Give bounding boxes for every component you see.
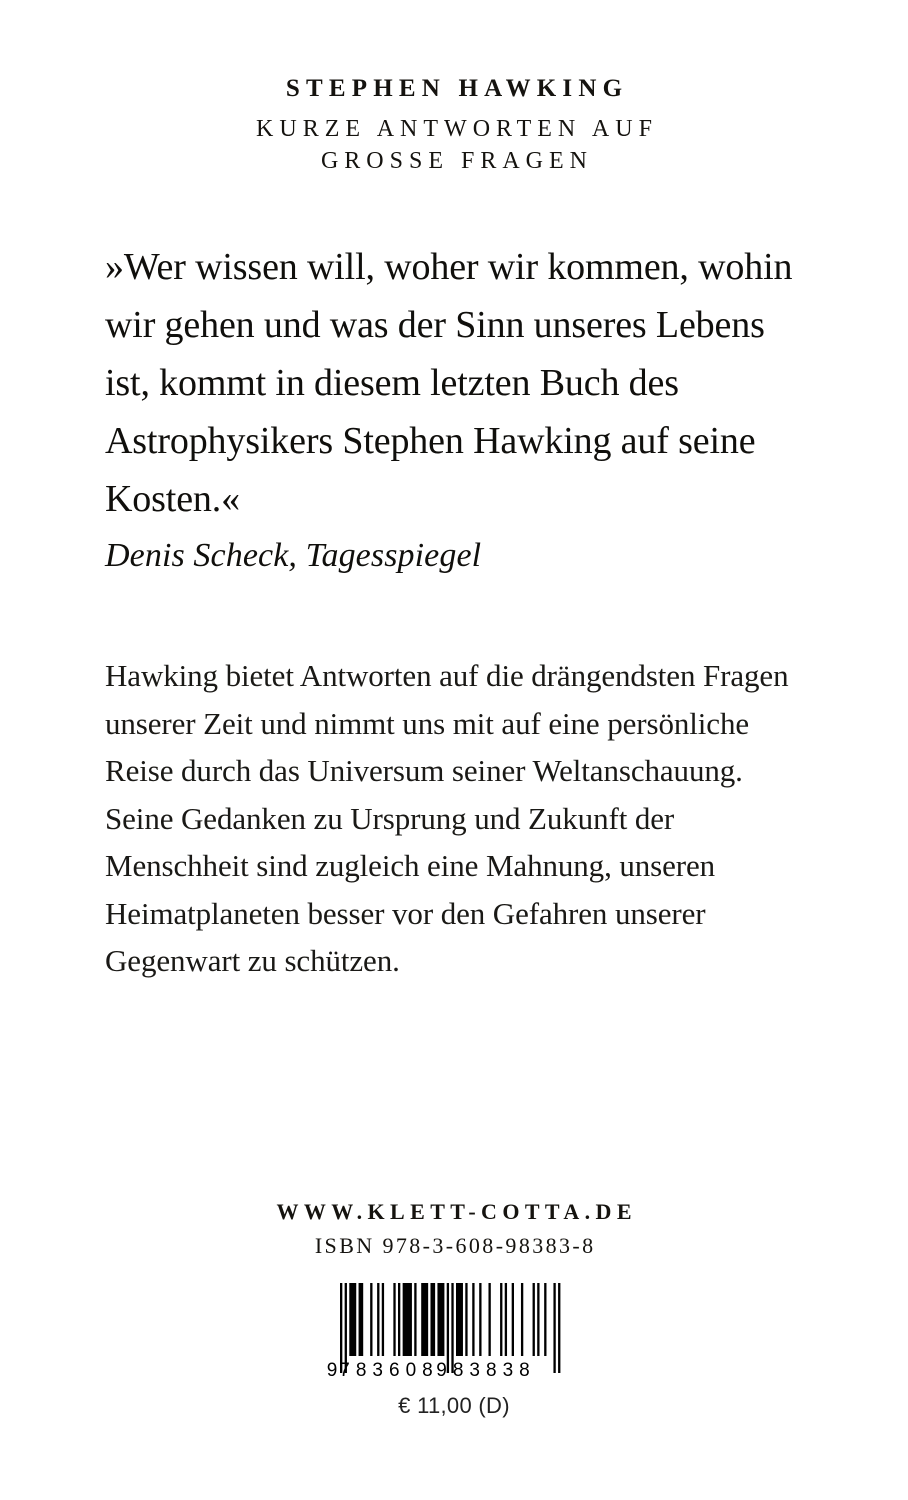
- publisher-url[interactable]: WWW.KLETT-COTTA.DE: [276, 1199, 637, 1224]
- book-title-line-1: KURZE ANTWORTEN AUF: [256, 115, 658, 142]
- barcode-digits-right: 983838: [436, 1360, 536, 1381]
- barcode-digits-left: 783608: [339, 1360, 439, 1381]
- footer: [0, 1198, 908, 1260]
- barcode-area: [0, 1283, 908, 1381]
- review-attribution: Denis Scheck, Tagesspiegel: [105, 537, 482, 574]
- price-label: € 11,00 (D): [398, 1393, 510, 1418]
- book-title-line-2: GROSSE FRAGEN: [320, 147, 594, 174]
- blurb-text: Hawking bietet Antworten auf die drängendsten Fragen unserer Zeit und nimmt uns mit auf eine persönliche Reise durch das Universum seiner Weltanschauung. Seine Gedanken zu Ursprung und Zukunft der Menschheit sind zugleich eine Mahnung, unseren Heimatplaneten besser vor den Gefahren unserer Gegenwart zu schützen.: [105, 658, 789, 978]
- review-quote: »Wer wissen will, woher wir kommen, wohin wir gehen und was der Sinn unseres Lebens ist, kommt in diesem letzten Buch des Astrophysikers Stephen Hawking auf seine Kosten.«: [105, 246, 793, 520]
- text-column: [105, 238, 805, 985]
- barcode-bars-icon: [326, 1283, 582, 1381]
- barcode-digit-lead: 9: [326, 1360, 338, 1381]
- isbn-text: ISBN 978-3-608-98383-8: [314, 1232, 596, 1258]
- masthead: [0, 74, 908, 177]
- ean13-barcode: [326, 1283, 582, 1381]
- author-name: STEPHEN HAWKING: [285, 75, 629, 102]
